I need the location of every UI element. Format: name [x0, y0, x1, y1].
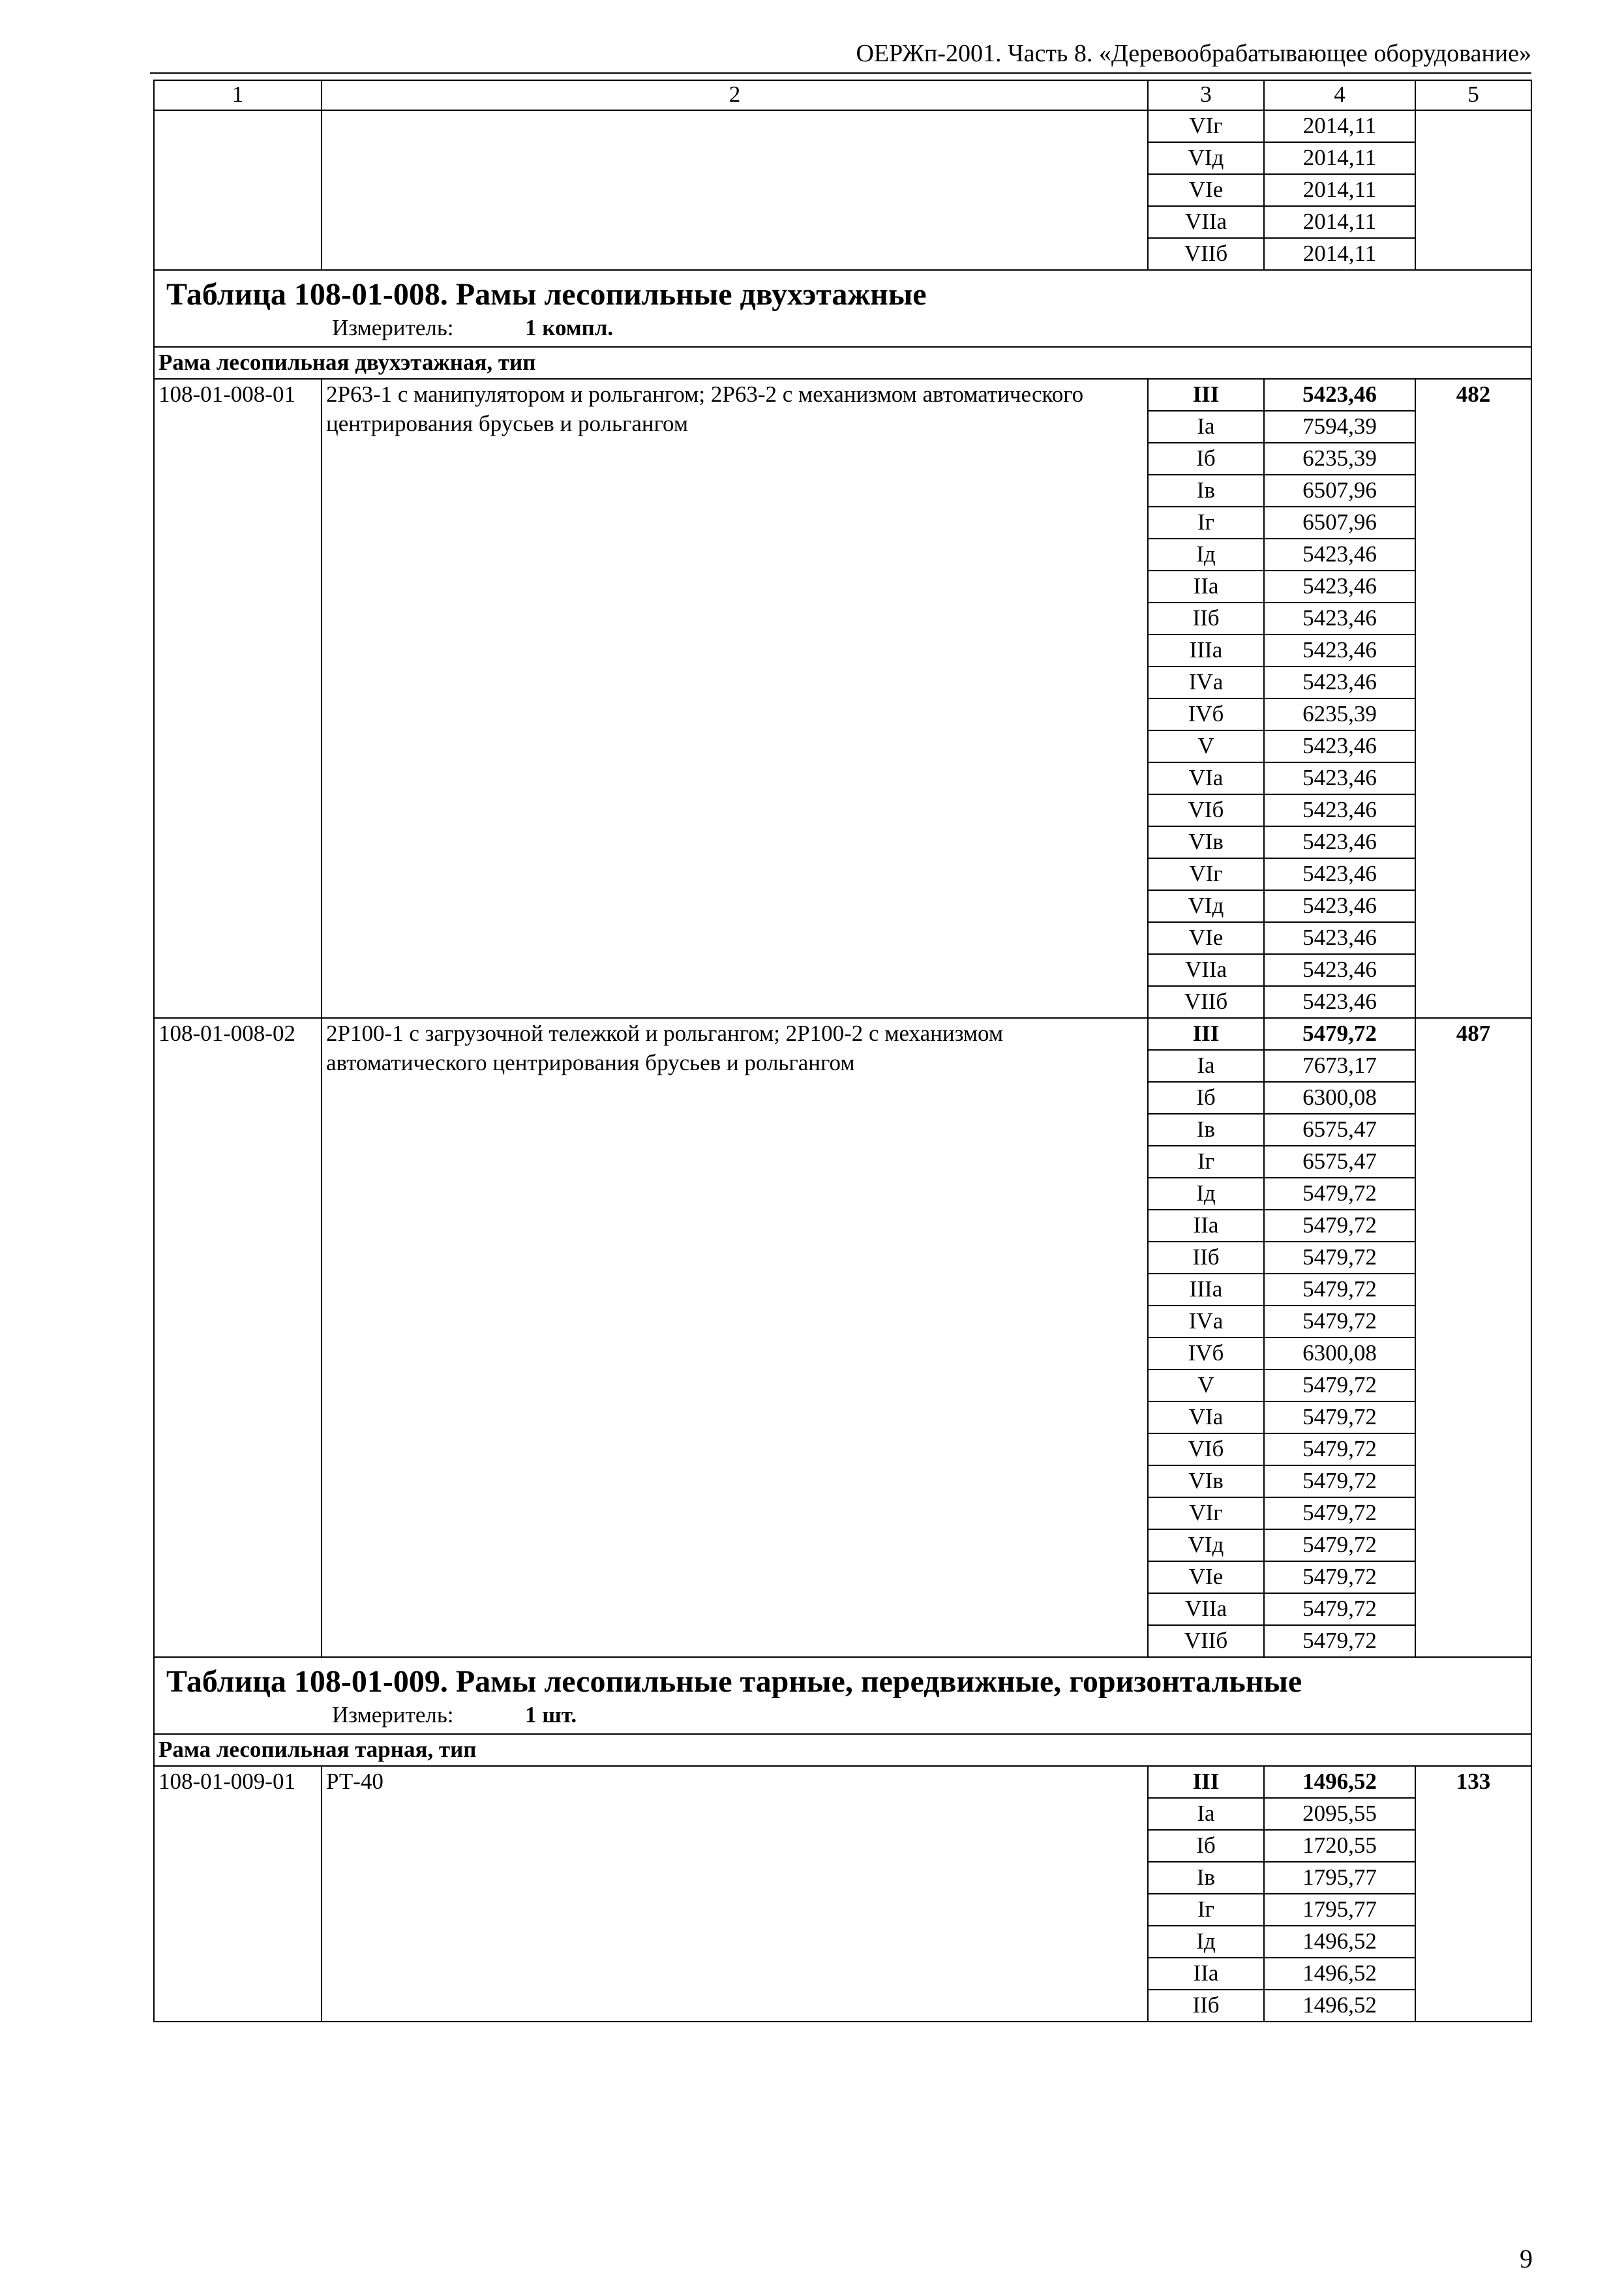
- price-cell: 1795,77: [1264, 1862, 1415, 1894]
- zone-class-cell: VIд: [1148, 142, 1264, 174]
- price-cell: 5479,72: [1264, 1306, 1415, 1338]
- price-cell: 5479,72: [1264, 1433, 1415, 1465]
- zone-class-cell: VIа: [1148, 762, 1264, 794]
- zone-class-cell: Iв: [1148, 1862, 1264, 1894]
- description-cell: 2Р63-1 с манипулятором и рольгангом; 2Р63-2 с механизмом автоматического центрирования брусьев и рольгангом: [322, 379, 1148, 1018]
- measure-unit-value: 1 шт.: [525, 1702, 577, 1728]
- description-cell: РТ-40: [322, 1766, 1148, 2022]
- price-cell: 5423,46: [1264, 826, 1415, 858]
- price-cell: 2095,55: [1264, 1798, 1415, 1830]
- measure-unit: [158, 314, 1527, 346]
- zone-class-cell: Iд: [1148, 1926, 1264, 1958]
- zone-class-cell: VIд: [1148, 1529, 1264, 1561]
- price-cell: 5479,72: [1264, 1274, 1415, 1306]
- page-number: 9: [1520, 2244, 1533, 2273]
- zone-class-cell: Iа: [1148, 1798, 1264, 1830]
- price-cell: 5479,72: [1264, 1465, 1415, 1497]
- price-cell: 5479,72: [1264, 1018, 1415, 1050]
- zone-class-cell: III: [1148, 1018, 1264, 1050]
- zone-class-cell: VIIб: [1148, 238, 1264, 270]
- zone-class-cell: IIIа: [1148, 635, 1264, 666]
- table-title-cell: [154, 270, 1531, 347]
- price-cell: 7594,39: [1264, 411, 1415, 443]
- price-cell: 6235,39: [1264, 698, 1415, 730]
- zone-class-cell: IIа: [1148, 571, 1264, 603]
- zone-class-cell: IIб: [1148, 1990, 1264, 2022]
- price-cell: 1496,52: [1264, 1990, 1415, 2022]
- price-cell: 1496,52: [1264, 1926, 1415, 1958]
- group-heading: Рама лесопильная двухэтажная, тип: [154, 347, 1531, 379]
- zone-class-cell: VIIб: [1148, 1625, 1264, 1657]
- table-row: [154, 1018, 1531, 1050]
- price-cell: 6507,96: [1264, 475, 1415, 507]
- group-row: [154, 347, 1531, 379]
- price-cell: 5479,72: [1264, 1210, 1415, 1242]
- price-cell: 5423,46: [1264, 922, 1415, 954]
- zone-class-cell: IIб: [1148, 1242, 1264, 1274]
- price-cell: 1720,55: [1264, 1830, 1415, 1862]
- code-cell: 108-01-009-01: [154, 1766, 322, 2022]
- zone-class-cell: Iд: [1148, 539, 1264, 571]
- price-cell: 5479,72: [1264, 1497, 1415, 1529]
- zone-class-cell: III: [1148, 1766, 1264, 1798]
- zone-class-cell: V: [1148, 730, 1264, 762]
- zone-class-cell: VIа: [1148, 1401, 1264, 1433]
- zone-class-cell: VIб: [1148, 1433, 1264, 1465]
- zone-class-cell: VIе: [1148, 174, 1264, 206]
- code-cell: 108-01-008-01: [154, 379, 322, 1018]
- zone-class-cell: Iа: [1148, 1050, 1264, 1082]
- measure-unit-value: 1 компл.: [525, 315, 614, 340]
- table-title: Таблица 108-01-009. Рамы лесопильные тарные, передвижные, горизонтальные: [166, 1664, 1302, 1699]
- price-cell: 5479,72: [1264, 1242, 1415, 1274]
- zone-class-cell: VIе: [1148, 1561, 1264, 1593]
- zone-class-cell: Iа: [1148, 411, 1264, 443]
- description-cell: 2Р100-1 с загрузочной тележкой и рольгангом; 2Р100-2 с механизмом автоматического центрирования брусьев и рольгангом: [322, 1018, 1148, 1657]
- price-cell: 5423,46: [1264, 635, 1415, 666]
- zone-class-cell: IVа: [1148, 1306, 1264, 1338]
- price-cell: 5479,72: [1264, 1625, 1415, 1657]
- price-cell: 5479,72: [1264, 1561, 1415, 1593]
- column-number: 4: [1264, 80, 1415, 110]
- price-cell: 6575,47: [1264, 1146, 1415, 1178]
- page-header: ОЕРЖп-2001. Часть 8. «Деревообрабатывающее оборудование»: [856, 40, 1531, 67]
- zone-class-cell: Iг: [1148, 1146, 1264, 1178]
- column-number: 5: [1415, 80, 1531, 110]
- table-row: [154, 110, 1531, 142]
- zone-class-cell: VIб: [1148, 794, 1264, 826]
- table-title-row: [154, 270, 1531, 347]
- table-title-cell: [154, 1657, 1531, 1734]
- price-cell: 5423,46: [1264, 890, 1415, 922]
- price-cell: 5423,46: [1264, 603, 1415, 635]
- price-cell: 5479,72: [1264, 1529, 1415, 1561]
- table-title: Таблица 108-01-008. Рамы лесопильные двухэтажные: [166, 277, 927, 312]
- zone-class-cell: Iв: [1148, 475, 1264, 507]
- zone-class-cell: IVб: [1148, 698, 1264, 730]
- code-cell: [154, 110, 322, 270]
- zone-class-cell: VIIа: [1148, 954, 1264, 986]
- price-cell: 7673,17: [1264, 1050, 1415, 1082]
- zone-class-cell: Iв: [1148, 1114, 1264, 1146]
- zone-class-cell: Iб: [1148, 443, 1264, 475]
- materials-cell: [1415, 110, 1531, 270]
- materials-cell: 133: [1415, 1766, 1531, 2022]
- zone-class-cell: VIе: [1148, 922, 1264, 954]
- price-cell: 2014,11: [1264, 142, 1415, 174]
- group-heading: Рама лесопильная тарная, тип: [154, 1734, 1531, 1766]
- zone-class-cell: IIа: [1148, 1958, 1264, 1990]
- price-cell: 5423,46: [1264, 954, 1415, 986]
- price-cell: 5423,46: [1264, 379, 1415, 411]
- measure-unit: [158, 1701, 1527, 1733]
- price-cell: 5479,72: [1264, 1401, 1415, 1433]
- header-rule: [150, 72, 1531, 74]
- price-cell: 2014,11: [1264, 206, 1415, 238]
- price-cell: 5423,46: [1264, 730, 1415, 762]
- zone-class-cell: IVа: [1148, 666, 1264, 698]
- table-title-row: [154, 1657, 1531, 1734]
- measure-unit-label: Измеритель:: [332, 315, 454, 340]
- table-body: [154, 110, 1531, 2022]
- zone-class-cell: VIв: [1148, 1465, 1264, 1497]
- column-number: 1: [154, 80, 322, 110]
- price-cell: 1496,52: [1264, 1766, 1415, 1798]
- price-cell: 5423,46: [1264, 666, 1415, 698]
- zone-class-cell: IIб: [1148, 603, 1264, 635]
- column-numbers-row: [154, 80, 1531, 110]
- zone-class-cell: VIIб: [1148, 986, 1264, 1018]
- zone-class-cell: IVб: [1148, 1338, 1264, 1369]
- table-row: [154, 379, 1531, 411]
- price-table: [153, 80, 1532, 2022]
- zone-class-cell: Iг: [1148, 1894, 1264, 1926]
- price-cell: 5423,46: [1264, 762, 1415, 794]
- zone-class-cell: III: [1148, 379, 1264, 411]
- zone-class-cell: Iб: [1148, 1082, 1264, 1114]
- group-row: [154, 1734, 1531, 1766]
- price-cell: 5479,72: [1264, 1178, 1415, 1210]
- column-number: 3: [1148, 80, 1264, 110]
- price-cell: 1496,52: [1264, 1958, 1415, 1990]
- zone-class-cell: VIв: [1148, 826, 1264, 858]
- price-cell: 1795,77: [1264, 1894, 1415, 1926]
- zone-class-cell: VIг: [1148, 1497, 1264, 1529]
- price-cell: 6300,08: [1264, 1082, 1415, 1114]
- zone-class-cell: Iг: [1148, 507, 1264, 539]
- price-cell: 5423,46: [1264, 539, 1415, 571]
- zone-class-cell: Iб: [1148, 1830, 1264, 1862]
- price-cell: 5423,46: [1264, 794, 1415, 826]
- zone-class-cell: IIIа: [1148, 1274, 1264, 1306]
- zone-class-cell: VIг: [1148, 110, 1264, 142]
- price-cell: 6507,96: [1264, 507, 1415, 539]
- measure-unit-label: Измеритель:: [332, 1702, 454, 1728]
- price-cell: 5423,46: [1264, 571, 1415, 603]
- price-cell: 2014,11: [1264, 174, 1415, 206]
- zone-class-cell: VIIа: [1148, 206, 1264, 238]
- zone-class-cell: V: [1148, 1369, 1264, 1401]
- zone-class-cell: VIIа: [1148, 1593, 1264, 1625]
- materials-cell: 487: [1415, 1018, 1531, 1657]
- price-cell: 6300,08: [1264, 1338, 1415, 1369]
- price-cell: 6235,39: [1264, 443, 1415, 475]
- description-cell: [322, 110, 1148, 270]
- price-cell: 5479,72: [1264, 1593, 1415, 1625]
- table-row: [154, 1766, 1531, 1798]
- column-number: 2: [322, 80, 1148, 110]
- zone-class-cell: VIд: [1148, 890, 1264, 922]
- price-cell: 5479,72: [1264, 1369, 1415, 1401]
- zone-class-cell: Iд: [1148, 1178, 1264, 1210]
- price-cell: 6575,47: [1264, 1114, 1415, 1146]
- zone-class-cell: IIа: [1148, 1210, 1264, 1242]
- code-cell: 108-01-008-02: [154, 1018, 322, 1657]
- price-cell: 2014,11: [1264, 238, 1415, 270]
- zone-class-cell: VIг: [1148, 858, 1264, 890]
- price-cell: 5423,46: [1264, 858, 1415, 890]
- price-cell: 5423,46: [1264, 986, 1415, 1018]
- price-cell: 2014,11: [1264, 110, 1415, 142]
- materials-cell: 482: [1415, 379, 1531, 1018]
